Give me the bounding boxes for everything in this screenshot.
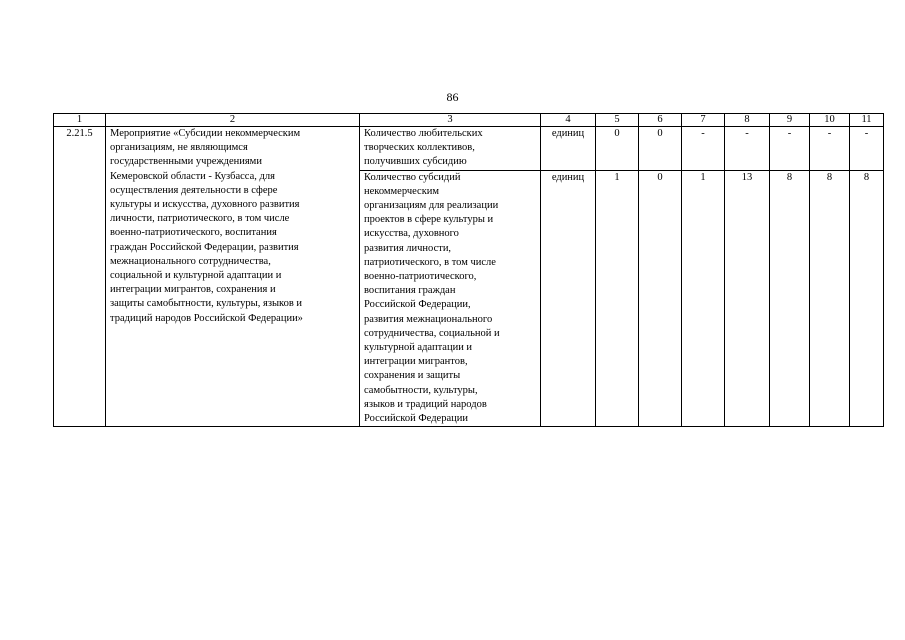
text-line: развития межнационального (364, 313, 493, 325)
text-line: патриотического, в том числе (364, 256, 496, 268)
column-header: 3 (360, 114, 541, 127)
text-line: проектов в сфере культуры и (364, 214, 494, 226)
text-line: организациям для реализации (364, 200, 499, 212)
text-line: Мероприятие «Субсидии некоммерческим (110, 128, 301, 139)
text-line: интеграции мигрантов, (364, 356, 468, 368)
text-line: искусства, духовного (364, 228, 459, 240)
text-line: некоммерческим (364, 185, 440, 197)
value-cell: 8 (770, 170, 810, 427)
column-header: 1 (54, 114, 106, 127)
measure-code: 2.21.5 (54, 127, 106, 427)
value-cell: 1 (596, 170, 639, 427)
text-line: воспитания граждан (364, 285, 456, 297)
text-line: Российской Федерации, (364, 299, 471, 311)
text-line: межнационального сотрудничества, (110, 255, 271, 267)
value-cell: 1 (682, 170, 725, 427)
text-line: сотрудничества, социальной и (364, 327, 500, 339)
text-line: самобытности, культуры, (364, 384, 478, 396)
value-cell: - (850, 127, 884, 171)
text-line: сохранения и защиты (364, 370, 461, 382)
indicators-table (53, 113, 884, 427)
value-cell: - (682, 127, 725, 171)
column-header: 11 (850, 114, 884, 127)
text-line: личности, патриотического, в том числе (110, 213, 290, 225)
text-line: военно-патриотического, воспитания (110, 227, 277, 239)
text-line: социальной и культурной адаптации и (110, 270, 282, 282)
text-line: Количество субсидий (364, 171, 461, 183)
table-row (54, 127, 884, 171)
value-cell: 8 (850, 170, 884, 427)
text-line: языков и традиций народов (364, 398, 487, 410)
text-line: получивших субсидию (364, 156, 467, 168)
column-header: 8 (725, 114, 770, 127)
text-line: интеграции мигрантов, сохранения и (110, 284, 276, 296)
column-header: 7 (682, 114, 725, 127)
text-line: творческих коллективов, (364, 142, 475, 154)
text-line: защиты самобытности, культуры, языков и (110, 298, 303, 310)
text-line: культурной адаптации и (364, 342, 473, 354)
value-cell: 0 (639, 127, 682, 171)
text-line: организациям, не являющимся (110, 142, 248, 154)
text-line: культуры и искусства, духовного развития (110, 199, 300, 211)
measure-description (106, 127, 360, 427)
value-cell: - (725, 127, 770, 171)
text-line: Кемеровской области - Кузбасса, для (110, 170, 275, 182)
text-line: Российской Федерации (364, 413, 468, 425)
text-line: традиций народов Российской Федерации» (110, 312, 303, 324)
text-line: развития личности, (364, 242, 452, 254)
value-cell: 13 (725, 170, 770, 427)
text-line: военно-патриотического, (364, 271, 477, 283)
value-cell: 0 (596, 127, 639, 171)
value-cell: 0 (639, 170, 682, 427)
text-line: государственными учреждениями (110, 156, 262, 168)
indicator-name (360, 127, 541, 171)
column-header: 9 (770, 114, 810, 127)
value-cell: - (770, 127, 810, 171)
table-header-row (54, 114, 884, 127)
indicator-unit: единиц (541, 170, 596, 427)
column-header: 5 (596, 114, 639, 127)
column-header: 2 (106, 114, 360, 127)
text-line: Количество любительских (364, 128, 483, 139)
page-number: 86 (446, 90, 459, 104)
indicator-unit: единиц (541, 127, 596, 171)
indicator-name (360, 170, 541, 427)
column-header: 6 (639, 114, 682, 127)
text-line: осуществления деятельности в сфере (110, 184, 278, 196)
value-cell: - (810, 127, 850, 171)
value-cell: 8 (810, 170, 850, 427)
column-header: 4 (541, 114, 596, 127)
column-header: 10 (810, 114, 850, 127)
text-line: граждан Российской Федерации, развития (110, 241, 299, 253)
